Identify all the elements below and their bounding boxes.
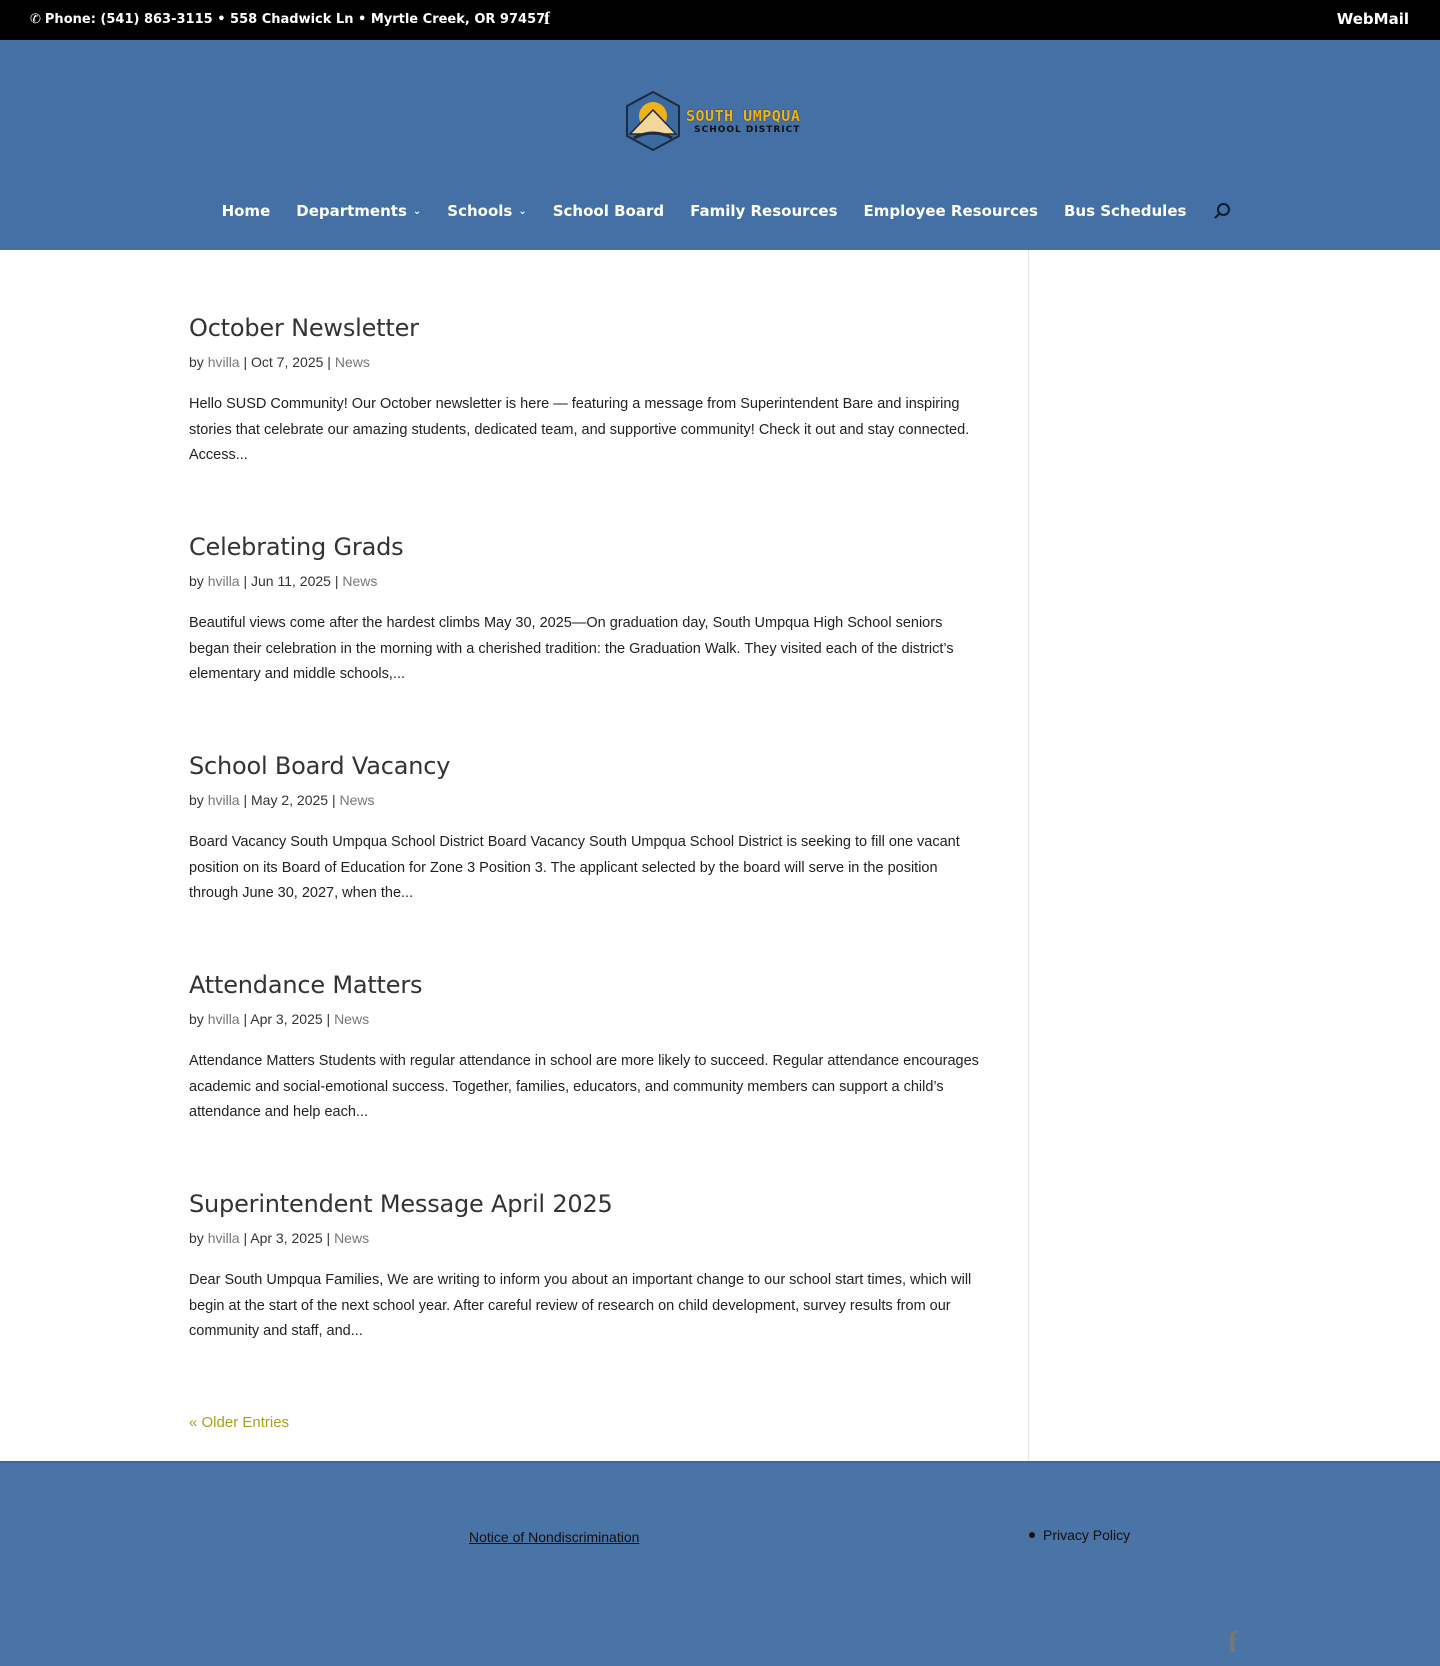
post-meta: by hvilla | Apr 3, 2025 | News xyxy=(189,1230,370,1246)
nav-employee-resources[interactable] xyxy=(864,202,1038,220)
post-title[interactable]: Celebrating Grads xyxy=(189,533,404,561)
facebook-icon[interactable]: f xyxy=(544,8,550,28)
nav-label: Schools xyxy=(447,202,513,220)
nav-label: School Board xyxy=(552,202,665,220)
privacy-item xyxy=(1029,1527,1130,1543)
nav-home[interactable] xyxy=(222,202,271,220)
by-label: by xyxy=(189,1230,204,1246)
bullet-icon xyxy=(1029,1532,1035,1538)
nav-label: Family Resources xyxy=(690,202,838,220)
logo-emblem-icon xyxy=(624,90,682,152)
category-link[interactable]: News xyxy=(334,1011,370,1027)
top-bar xyxy=(0,0,1440,40)
post-meta: by hvilla | May 2, 2025 | News xyxy=(189,792,375,808)
by-label: by xyxy=(189,354,204,370)
nav-label: Departments xyxy=(296,202,407,220)
nav-bus-schedules[interactable] xyxy=(1064,202,1186,220)
post-excerpt: Attendance Matters Students with regular attendance in school are more likely to succeed. Regular attendance encourages academic and social-emotional success. Together, families, educators, and community members can support a child’s attendance and help each... xyxy=(189,1053,979,1120)
post-item xyxy=(189,533,979,688)
nav-schools[interactable] xyxy=(447,202,526,220)
post-meta: by hvilla | Apr 3, 2025 | News xyxy=(189,1011,370,1027)
category-link[interactable]: News xyxy=(342,573,378,589)
post-date: Apr 3, 2025 xyxy=(250,1230,323,1246)
post-date: May 2, 2025 xyxy=(251,792,329,808)
post-date: Apr 3, 2025 xyxy=(250,1011,323,1027)
author-link[interactable]: hvilla xyxy=(207,792,240,808)
by-label: by xyxy=(189,1011,204,1027)
contact-text: Phone: (541) 863-3115 • 558 Chadwick Ln • Myrtle Creek, OR 97457 xyxy=(44,12,546,27)
by-label: by xyxy=(189,792,204,808)
author-link[interactable]: hvilla xyxy=(207,354,240,370)
chevron-down-icon: ⌄ xyxy=(518,205,527,217)
category-link[interactable]: News xyxy=(334,354,370,370)
main-nav xyxy=(0,202,1440,220)
phone-icon: ✆ xyxy=(30,12,41,27)
post-excerpt: Board Vacancy South Umpqua School District Board Vacancy South Umpqua School District is seeking to fill one vacant position on its Board of Education for Zone 3 Position 3. The applicant selected by the board will serve in the position through June 30, 2027, when the... xyxy=(189,834,960,901)
nav-label: Home xyxy=(221,202,271,220)
webmail-link[interactable]: WebMail xyxy=(1336,10,1409,28)
nav-family-resources[interactable] xyxy=(690,202,837,220)
facebook-icon[interactable]: f xyxy=(1228,1626,1238,1659)
nav-school-board[interactable] xyxy=(553,202,664,220)
logo-subtitle: SCHOOL DISTRICT xyxy=(694,125,801,135)
post-item xyxy=(189,314,979,469)
post-item xyxy=(189,1190,979,1345)
post-title[interactable]: School Board Vacancy xyxy=(189,752,451,780)
post-excerpt: Beautiful views come after the hardest climbs May 30, 2025—On graduation day, South Umpqua High School seniors began their celebration in the morning with a cherished tradition: the Graduation Walk. They visited each of the district’s elementary and middle schools,... xyxy=(189,615,954,682)
site-header xyxy=(0,40,1440,250)
author-link[interactable]: hvilla xyxy=(207,1011,240,1027)
contact-info xyxy=(30,12,545,27)
post-item xyxy=(189,752,979,907)
logo-title: SOUTH UMPQUA xyxy=(686,107,801,125)
post-date: Jun 11, 2025 xyxy=(251,573,331,589)
older-entries-link[interactable]: « Older Entries xyxy=(189,1414,290,1431)
nav-label: Employee Resources xyxy=(863,202,1038,220)
logo[interactable] xyxy=(624,90,800,152)
chevron-down-icon: ⌄ xyxy=(412,205,422,217)
category-link[interactable]: News xyxy=(339,792,375,808)
search-icon[interactable] xyxy=(1213,202,1231,220)
post-excerpt: Dear South Umpqua Families, We are writing to inform you about an important change to our school start times, which will begin at the start of the next school year. After careful review of research on child development, survey results from our community and staff, and... xyxy=(189,1272,972,1339)
by-label: by xyxy=(189,573,204,589)
author-link[interactable]: hvilla xyxy=(207,573,240,589)
nondiscrimination-link[interactable]: Notice of Nondiscrimination xyxy=(469,1529,640,1545)
post-title[interactable]: Superintendent Message April 2025 xyxy=(189,1190,613,1218)
site-footer xyxy=(0,1461,1440,1666)
author-link[interactable]: hvilla xyxy=(207,1230,240,1246)
nav-label: Bus Schedules xyxy=(1063,202,1187,220)
post-date: Oct 7, 2025 xyxy=(251,354,324,370)
post-meta: by hvilla | Oct 7, 2025 | News xyxy=(189,354,370,370)
privacy-policy-link[interactable]: Privacy Policy xyxy=(1043,1527,1131,1543)
post-excerpt: Hello SUSD Community! Our October newsletter is here — featuring a message from Superintendent Bare and inspiring stories that celebrate our amazing students, dedicated team, and supportive community! Check it out and stay connected. Access... xyxy=(189,396,970,463)
nav-departments[interactable] xyxy=(296,202,421,220)
post-item xyxy=(189,971,979,1126)
category-link[interactable]: News xyxy=(334,1230,370,1246)
post-meta: by hvilla | Jun 11, 2025 | News xyxy=(189,573,378,589)
post-title[interactable]: Attendance Matters xyxy=(189,971,423,999)
sidebar-divider xyxy=(1028,250,1029,1461)
post-title[interactable]: October Newsletter xyxy=(189,314,419,342)
